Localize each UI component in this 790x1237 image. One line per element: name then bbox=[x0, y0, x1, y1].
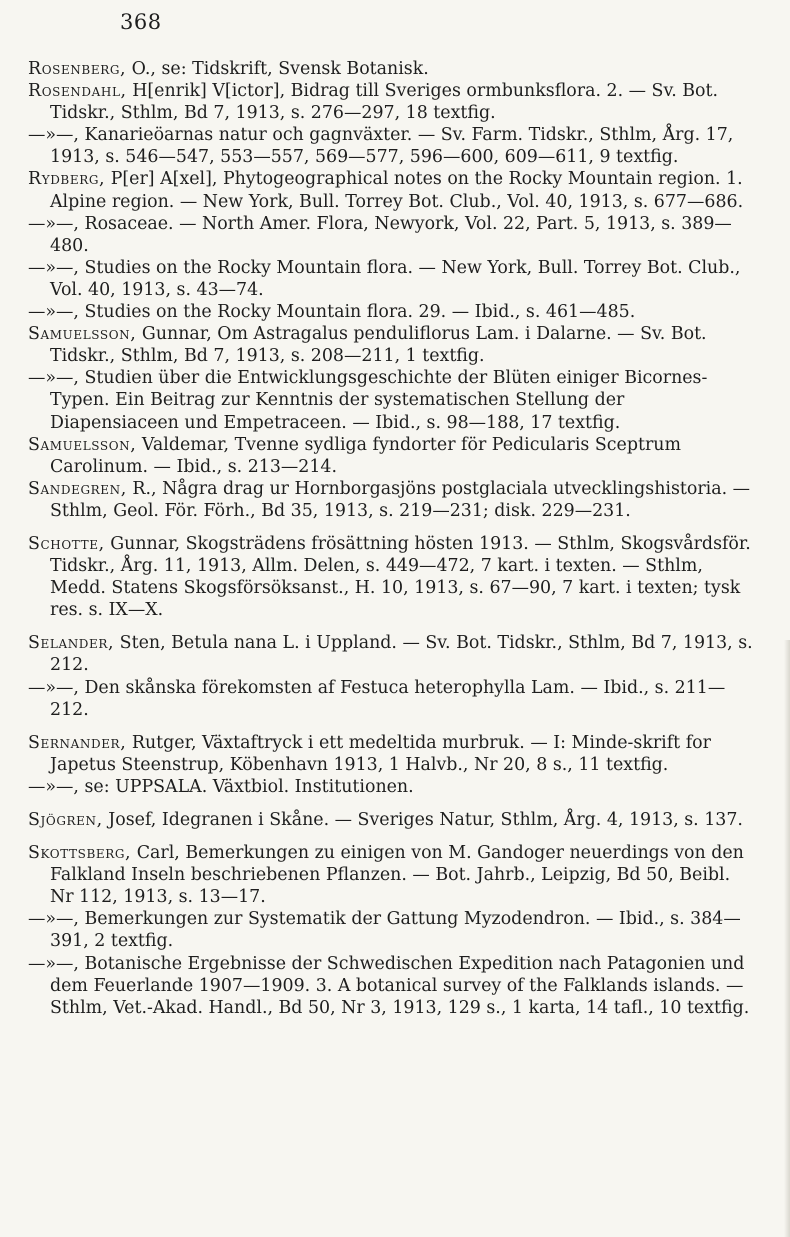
author-name: Samuelsson, bbox=[28, 434, 137, 455]
bibliography-entry bbox=[28, 213, 758, 257]
bibliography-entry bbox=[28, 80, 758, 124]
bibliography-entry bbox=[28, 908, 758, 952]
bibliography-entry bbox=[28, 478, 758, 522]
bibliography-entry bbox=[28, 632, 758, 676]
author-name: Selander, bbox=[28, 633, 115, 654]
bibliography-entry bbox=[28, 842, 758, 908]
bibliography-entry bbox=[28, 168, 758, 212]
entry-text: H[enrik] V[ictor], Bidrag till Sveriges ormbunksflora. 2. — Sv. Bot. Tidskr., Sthlm, Bd 7, 1913, s. 276—297, 18 textfig. bbox=[50, 81, 719, 124]
author-name: Samuelsson, bbox=[28, 324, 137, 345]
bibliography-entry bbox=[28, 58, 758, 80]
entry-text: —»—, Kanarieöarnas natur och gagnväxter. — Sv. Farm. Tidskr., Sthlm, Årg. 17, 1913, s. 546—547, 553—557, 569—577, 596—600, 609—611, 9 textfig. bbox=[28, 125, 734, 168]
entry-text: P[er] A[xel], Phytogeographical notes on the Rocky Mountain region. 1. Alpine region. — New York, Bull. Torrey Bot. Club., Vol. 40, 1913, s. 677—686. bbox=[50, 169, 744, 212]
entry-text: —»—, Studien über die Entwicklungsgeschichte der Blüten einiger Bicornes-Typen. Ein Beitrag zur Kenntnis der systematischen Stellung der Diapensiaceen und Empetraceen. — Ibid., s. 98—188, 17 textfig. bbox=[28, 368, 708, 433]
entry-text: Valdemar, Tvenne sydliga fyndorter för Pedicularis Sceptrum Carolinum. — Ibid., s. 213—214. bbox=[50, 434, 681, 477]
entry-text: —»—, Studies on the Rocky Mountain flora. 29. — Ibid., s. 461—485. bbox=[28, 302, 636, 323]
entry-text: Gunnar, Skogsträdens frösättning hösten 1913. — Sthlm, Skogsvårdsför. Tidskr., Årg. 11, 1913, Allm. Delen, s. 449—472, 7 kart. i texten. — Sthlm, Medd. Statens Skogsförsöksanst., H. 10, 1913, s. 67—90, 7 kart. i texten; tysk res. s. IX—X. bbox=[50, 533, 751, 621]
bibliography-entry bbox=[28, 677, 758, 721]
author-name: Rosenberg, bbox=[28, 59, 127, 79]
author-name: Rosendahl, bbox=[28, 81, 127, 102]
entry-text: —»—, Bemerkungen zur Systematik der Gattung Myzodendron. — Ibid., s. 384—391, 2 textfig. bbox=[28, 909, 741, 952]
bibliography-entry bbox=[28, 301, 758, 323]
entry-text: —»—, Den skånska förekomsten af Festuca heterophylla Lam. — Ibid., s. 211—212. bbox=[28, 677, 726, 720]
bibliography-entry bbox=[28, 809, 758, 831]
bibliography-entry bbox=[28, 776, 758, 798]
author-name: Skottsberg, bbox=[28, 843, 132, 864]
entry-text: —»—, Rosaceae. — North Amer. Flora, Newyork, Vol. 22, Part. 5, 1913, s. 389—480. bbox=[28, 213, 732, 256]
author-name: Sernander, bbox=[28, 732, 127, 753]
entry-text: Rutger, Växtaftryck i ett medeltida murbruk. — I: Minde-skrift for Japetus Steenstrup, Köbenhavn 1913, 1 Halvb., Nr 20, 8 s., 11 textfig. bbox=[50, 732, 711, 775]
bibliography-list bbox=[28, 58, 758, 1019]
entry-text: —»—, Studies on the Rocky Mountain flora. — New York, Bull. Torrey Bot. Club., Vol. 40, 1913, s. 43—74. bbox=[28, 257, 741, 300]
bibliography-entry bbox=[28, 367, 758, 433]
author-name: Sjögren, bbox=[28, 810, 103, 830]
entry-text: Sten, Betula nana L. i Uppland. — Sv. Bot. Tidskr., Sthlm, Bd 7, 1913, s. 212. bbox=[50, 633, 753, 676]
entry-text: R., Några drag ur Hornborgasjöns postglaciala utvecklingshistoria. — Sthlm, Geol. För. Förh., Bd 35, 1913, s. 219—231; disk. 229—231. bbox=[50, 478, 751, 521]
bibliography-entry bbox=[28, 257, 758, 301]
author-name: Sandegren, bbox=[28, 478, 127, 499]
author-name: Schotte, bbox=[28, 533, 105, 554]
entry-text: —»—, se: UPPSALA. Växtbiol. Institutionen. bbox=[28, 776, 414, 797]
bibliography-entry bbox=[28, 533, 758, 621]
page-number: 368 bbox=[120, 10, 162, 34]
entry-text: —»—, Botanische Ergebnisse der Schwedischen Expedition nach Patagonien und dem Feuerlande 1907—1909. 3. A botanical survey of the Falklands islands. — Sthlm, Vet.-Akad. Handl., Bd 50, Nr 3, 1913, 129 s., 1 karta, 14 tafl., 10 textfig. bbox=[28, 953, 750, 1018]
entry-text: O., se: Tidskrift, Svensk Botanisk. bbox=[126, 59, 429, 79]
bibliography-entry bbox=[28, 323, 758, 367]
bibliography-entry bbox=[28, 732, 758, 776]
bibliography-entry bbox=[28, 953, 758, 1019]
bibliography-entry bbox=[28, 434, 758, 478]
entry-text: Josef, Idegranen i Skåne. — Sveriges Natur, Sthlm, Årg. 4, 1913, s. 137. bbox=[102, 810, 743, 830]
entry-text: Carl, Bemerkungen zu einigen von M. Gandoger neuerdings von den Falkland Inseln beschriebenen Pflanzen. — Bot. Jahrb., Leipzig, Bd 50, Beibl. Nr 112, 1913, s. 13—17. bbox=[50, 843, 744, 908]
bibliography-entry bbox=[28, 124, 758, 168]
author-name: Rydberg, bbox=[28, 169, 106, 190]
page-edge-shadow bbox=[784, 640, 790, 1237]
entry-text: Gunnar, Om Astragalus penduliflorus Lam. i Dalarne. — Sv. Bot. Tidskr., Sthlm, Bd 7, 1913, s. 208—211, 1 textfig. bbox=[50, 324, 707, 367]
